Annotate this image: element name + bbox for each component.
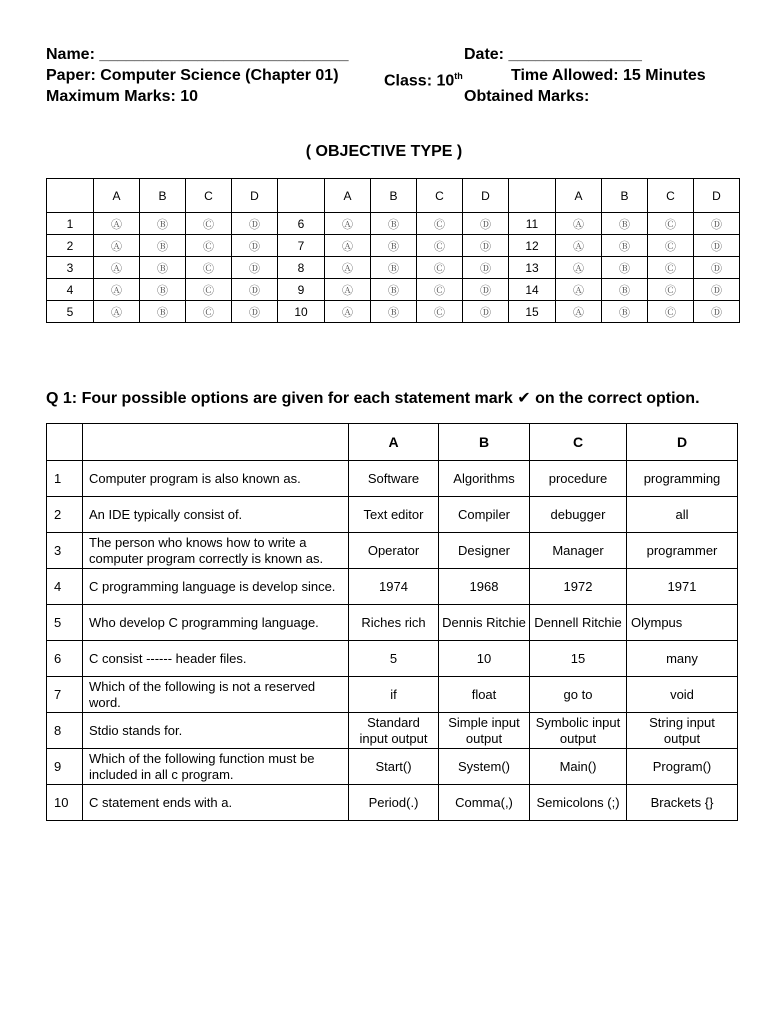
answer-bubble-a[interactable]: Ⓐ [325,301,371,323]
answer-bubble-d[interactable]: Ⓓ [694,279,740,301]
answer-bubble-a[interactable]: Ⓐ [94,213,140,235]
option-a[interactable]: if [349,677,439,713]
option-c[interactable]: procedure [530,461,627,497]
answer-bubble-b[interactable]: Ⓑ [140,279,186,301]
answer-bubble-a[interactable]: Ⓐ [556,301,602,323]
option-c[interactable]: 1972 [530,569,627,605]
answer-bubble-c[interactable]: Ⓒ [186,235,232,257]
answer-bubble-d[interactable]: Ⓓ [232,257,278,279]
mcq-question-row [47,749,738,785]
mcq-header-row [47,424,738,461]
answer-grid [46,178,740,323]
answer-grid-row [47,279,740,301]
answer-bubble-a[interactable]: Ⓐ [325,279,371,301]
mcq-table [46,423,738,821]
answer-bubble-b[interactable]: Ⓑ [371,301,417,323]
option-b[interactable]: System() [439,749,530,785]
mcq-question-row [47,605,738,641]
answer-grid-question-number: 3 [47,257,94,279]
option-c[interactable]: Dennell Ritchie [530,605,627,641]
obtained-marks-label: Obtained Marks: [464,88,590,105]
option-d[interactable]: Brackets {} [627,785,738,821]
option-d[interactable]: Olympus [627,605,738,641]
answer-bubble-b[interactable]: Ⓑ [371,235,417,257]
answer-bubble-d[interactable]: Ⓓ [694,301,740,323]
question-statement: Which of the following is not a reserved word. [83,677,349,713]
answer-bubble-d[interactable]: Ⓓ [232,301,278,323]
answer-grid-blank-header [278,179,325,213]
option-d[interactable]: Program() [627,749,738,785]
option-c[interactable]: go to [530,677,627,713]
answer-grid-column-header: A [556,179,602,213]
answer-bubble-b[interactable]: Ⓑ [602,279,648,301]
mcq-question-row [47,677,738,713]
answer-grid-question-number: 13 [509,257,556,279]
question-number: 10 [47,785,83,821]
option-a[interactable]: Start() [349,749,439,785]
answer-bubble-a[interactable]: Ⓐ [556,213,602,235]
question-number: 5 [47,605,83,641]
answer-grid-question-number: 12 [509,235,556,257]
option-d[interactable]: all [627,497,738,533]
answer-grid-column-header: B [371,179,417,213]
option-b[interactable]: 10 [439,641,530,677]
answer-bubble-c[interactable]: Ⓒ [417,257,463,279]
answer-bubble-a[interactable]: Ⓐ [325,235,371,257]
mcq-column-header [83,424,349,461]
answer-grid-question-number: 4 [47,279,94,301]
answer-bubble-d[interactable]: Ⓓ [463,279,509,301]
answer-bubble-c[interactable]: Ⓒ [648,235,694,257]
question-number: 8 [47,713,83,749]
answer-bubble-c[interactable]: Ⓒ [648,213,694,235]
question-statement: Which of the following function must be included in all c program. [83,749,349,785]
option-d[interactable]: 1971 [627,569,738,605]
answer-bubble-d[interactable]: Ⓓ [232,279,278,301]
answer-bubble-c[interactable]: Ⓒ [186,257,232,279]
question-statement: C consist ------ header files. [83,641,349,677]
answer-grid-question-number: 1 [47,213,94,235]
answer-grid-row [47,301,740,323]
option-a[interactable]: Riches rich [349,605,439,641]
answer-bubble-b[interactable]: Ⓑ [140,235,186,257]
answer-grid-column-header: A [325,179,371,213]
class-text: Class: 10 [384,72,455,90]
question-statement: An IDE typically consist of. [83,497,349,533]
answer-bubble-b[interactable]: Ⓑ [371,279,417,301]
answer-grid-question-number: 15 [509,301,556,323]
mcq-question-row [47,497,738,533]
answer-grid-blank-header [47,179,94,213]
answer-bubble-c[interactable]: Ⓒ [417,279,463,301]
answer-grid-column-header: D [232,179,278,213]
option-a[interactable]: Standard input output [349,713,439,749]
mcq-column-header [47,424,83,461]
answer-grid-header-row [47,179,740,213]
answer-grid-question-number: 6 [278,213,325,235]
question-number: 6 [47,641,83,677]
date-field-label: Date: _______________ [464,46,642,63]
answer-grid-row [47,257,740,279]
option-c[interactable]: Main() [530,749,627,785]
answer-grid-question-number: 5 [47,301,94,323]
section-title: ( OBJECTIVE TYPE ) [305,143,463,160]
mcq-question-row [47,569,738,605]
question-statement: The person who knows how to write a computer program correctly is known as. [83,533,349,569]
answer-bubble-c[interactable]: Ⓒ [186,301,232,323]
mcq-column-header: C [530,424,627,461]
answer-bubble-b[interactable]: Ⓑ [602,257,648,279]
option-d[interactable]: many [627,641,738,677]
time-allowed-label: Time Allowed: 15 Minutes [511,67,706,84]
q1-instruction: Q 1: Four possible options are given for each statement mark ✔ on the correct option. [46,390,700,407]
answer-bubble-c[interactable]: Ⓒ [648,301,694,323]
answer-bubble-a[interactable]: Ⓐ [325,213,371,235]
option-a[interactable]: Text editor [349,497,439,533]
answer-grid-question-number: 11 [509,213,556,235]
answer-bubble-b[interactable]: Ⓑ [140,257,186,279]
option-d[interactable]: programming [627,461,738,497]
answer-grid-question-number: 7 [278,235,325,257]
option-b[interactable]: Designer [439,533,530,569]
question-statement: Stdio stands for. [83,713,349,749]
answer-bubble-d[interactable]: Ⓓ [232,235,278,257]
answer-bubble-d[interactable]: Ⓓ [694,257,740,279]
answer-grid-question-number: 2 [47,235,94,257]
answer-bubble-c[interactable]: Ⓒ [417,235,463,257]
answer-grid-question-number: 8 [278,257,325,279]
answer-grid-question-number: 14 [509,279,556,301]
answer-bubble-a[interactable]: Ⓐ [556,257,602,279]
answer-bubble-a[interactable]: Ⓐ [94,235,140,257]
answer-bubble-b[interactable]: Ⓑ [371,257,417,279]
answer-grid-column-header: A [94,179,140,213]
answer-bubble-b[interactable]: Ⓑ [140,213,186,235]
question-number: 4 [47,569,83,605]
option-b[interactable]: Algorithms [439,461,530,497]
answer-grid-column-header: B [602,179,648,213]
option-c[interactable]: Symbolic input output [530,713,627,749]
answer-grid-row [47,235,740,257]
answer-grid-column-header: D [463,179,509,213]
question-statement: Computer program is also known as. [83,461,349,497]
answer-bubble-a[interactable]: Ⓐ [94,257,140,279]
answer-bubble-b[interactable]: Ⓑ [602,235,648,257]
option-c[interactable]: Semicolons (;) [530,785,627,821]
answer-bubble-b[interactable]: Ⓑ [602,301,648,323]
answer-bubble-d[interactable]: Ⓓ [232,213,278,235]
option-b[interactable]: Simple input output [439,713,530,749]
answer-bubble-c[interactable]: Ⓒ [648,279,694,301]
mcq-question-row [47,533,738,569]
answer-grid-column-header: C [648,179,694,213]
paper-label: Paper: Computer Science (Chapter 01) [46,67,339,84]
option-a[interactable]: 1974 [349,569,439,605]
option-b[interactable]: float [439,677,530,713]
answer-bubble-b[interactable]: Ⓑ [602,213,648,235]
answer-bubble-d[interactable]: Ⓓ [463,235,509,257]
answer-bubble-d[interactable]: Ⓓ [463,213,509,235]
option-d[interactable]: void [627,677,738,713]
question-statement: C programming language is develop since. [83,569,349,605]
answer-bubble-c[interactable]: Ⓒ [417,301,463,323]
option-d[interactable]: String input output [627,713,738,749]
option-b[interactable]: Dennis Ritchie [439,605,530,641]
option-b[interactable]: Comma(,) [439,785,530,821]
answer-grid-question-number: 10 [278,301,325,323]
answer-grid-row [47,213,740,235]
max-marks-label: Maximum Marks: 10 [46,88,199,105]
name-field-label: Name: ____________________________ [46,46,349,63]
option-b[interactable]: 1968 [439,569,530,605]
mcq-question-row [47,461,738,497]
option-a[interactable]: Period(.) [349,785,439,821]
answer-grid-column-header: B [140,179,186,213]
class-label [384,66,463,91]
mcq-column-header: A [349,424,439,461]
class-suffix: th [454,71,463,81]
question-number: 1 [47,461,83,497]
mcq-column-header: B [439,424,530,461]
answer-bubble-a[interactable]: Ⓐ [556,235,602,257]
mcq-column-header: D [627,424,738,461]
answer-grid-column-header: C [417,179,463,213]
option-c[interactable]: 15 [530,641,627,677]
option-b[interactable]: Compiler [439,497,530,533]
answer-grid-question-number: 9 [278,279,325,301]
answer-bubble-b[interactable]: Ⓑ [140,301,186,323]
option-a[interactable]: 5 [349,641,439,677]
mcq-question-row [47,641,738,677]
answer-bubble-c[interactable]: Ⓒ [648,257,694,279]
option-a[interactable]: Operator [349,533,439,569]
answer-bubble-a[interactable]: Ⓐ [556,279,602,301]
question-number: 9 [47,749,83,785]
option-a[interactable]: Software [349,461,439,497]
question-statement: C statement ends with a. [83,785,349,821]
answer-bubble-d[interactable]: Ⓓ [463,257,509,279]
option-d[interactable]: programmer [627,533,738,569]
question-statement: Who develop C programming language. [83,605,349,641]
answer-bubble-d[interactable]: Ⓓ [694,235,740,257]
answer-bubble-a[interactable]: Ⓐ [94,301,140,323]
answer-grid-column-header: D [694,179,740,213]
answer-bubble-d[interactable]: Ⓓ [463,301,509,323]
answer-bubble-b[interactable]: Ⓑ [371,213,417,235]
answer-bubble-c[interactable]: Ⓒ [186,279,232,301]
answer-grid-blank-header [509,179,556,213]
question-number: 2 [47,497,83,533]
answer-grid-column-header: C [186,179,232,213]
option-c[interactable]: Manager [530,533,627,569]
mcq-question-row [47,785,738,821]
question-number: 3 [47,533,83,569]
question-number: 7 [47,677,83,713]
option-c[interactable]: debugger [530,497,627,533]
answer-bubble-c[interactable]: Ⓒ [417,213,463,235]
answer-bubble-d[interactable]: Ⓓ [694,213,740,235]
mcq-question-row [47,713,738,749]
answer-bubble-c[interactable]: Ⓒ [186,213,232,235]
answer-bubble-a[interactable]: Ⓐ [94,279,140,301]
answer-bubble-a[interactable]: Ⓐ [325,257,371,279]
